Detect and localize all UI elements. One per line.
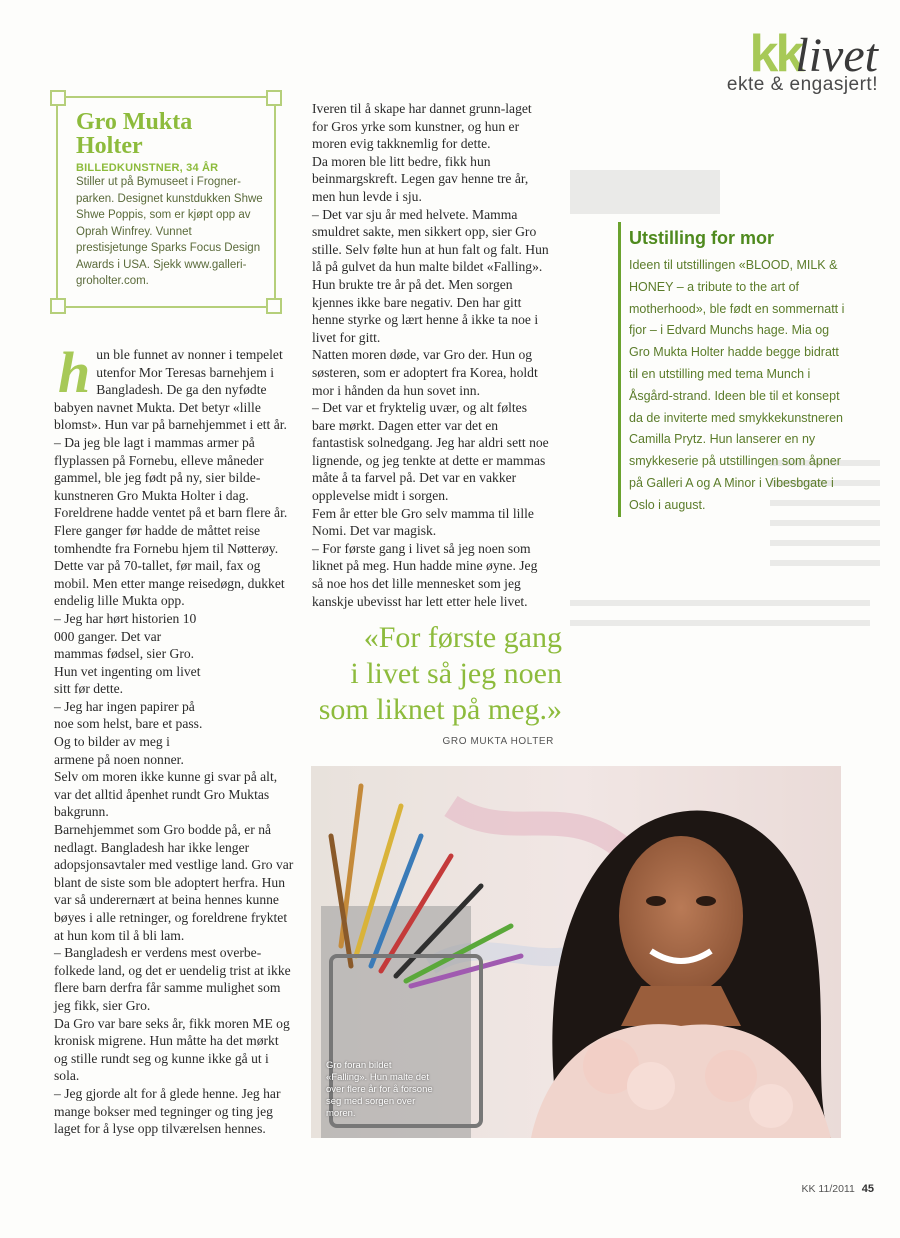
logo-livet: livet	[795, 29, 878, 82]
logo-kk: kk	[749, 25, 802, 83]
magazine-section-logo	[678, 25, 878, 108]
drop-cap: h	[58, 340, 91, 405]
box-corner	[50, 90, 66, 106]
narrow-text-block	[54, 610, 204, 768]
article-paragraph: Da Gro var bare seks år, fikk moren ME og kronisk migrene. Hun måtte ha det mørkt og stille rundt seg og kunne ikke gå ut i sola.	[54, 1015, 290, 1084]
article-paragraph: Barnehjemmet som Gro bodde på, er nå nedlagt. Bangladesh har ikke lenger adopsjonsavtaler med vestlige land. Gro var blant de siste som ble adoptert herfra. Hun var så underernært at beina hennes kunne bøyes i alle retninger, og foreldrene fryktet at hun kom til å bli lam.	[54, 822, 294, 943]
article-column-1	[54, 340, 294, 1138]
article-paragraph: – Bangladesh er verdens mest overbe-folkede land, og det er uendelig trist at ikke flere barn derfra får samme mulighet som jeg fikk, sier Gro.	[54, 945, 291, 1013]
pull-quote-author: GRO MUKTA HOLTER	[442, 736, 554, 747]
box-corner	[266, 298, 282, 314]
article-paragraph: – Jeg har ingen papirer på noe som helst, bare et pass. Og to bilder av meg i armene på noen nonner.	[54, 698, 203, 767]
profile-box	[56, 96, 276, 308]
article-column-2	[312, 100, 550, 610]
sidebar-box	[618, 222, 851, 517]
article-paragraph: – Jeg gjorde alt for å glede henne. Jeg har mange bokser med tegninger og ting jeg laget for å lyse opp tilværelsen hennes.	[54, 1085, 281, 1137]
issue-label: KK 11/2011	[801, 1183, 855, 1195]
page-number: 45	[861, 1183, 874, 1195]
article-paragraph: – Det var sju år med helvete. Mamma smuldret sakte, men sikkert opp, sier Gro stille. Selv følte hun at hun falt og falt. Hun lå på gulvet da hun malte bildet «Falling». Hun brukte tre år på det. Men sorgen kjennes ikke bare negativ. Den har gitt henne styrke og lært henne å ikke ta noe i livet for gitt.	[312, 206, 549, 345]
logo-tagline: ekte & engasjert!	[726, 74, 878, 95]
box-corner	[266, 90, 282, 106]
article-paragraph: Natten moren døde, var Gro der. Hun og søsteren, som er adoptert fra Korea, holdt mor i hånden da hun sovet inn.	[312, 347, 538, 398]
article-paragraph: – For første gang i livet så jeg noen som liknet på meg. Hun hadde mine øyne. Jeg så noe hos det lille mennesket som jeg kanskje ubevisst har lett etter hele livet.	[312, 540, 538, 609]
page-footer	[802, 1183, 875, 1195]
article-paragraph: hun ble funnet av nonner i tempelet utenfor Mor Teresas barnehjem i Bangladesh. De ga den nyfødte babyen navnet Mukta. Det betyr «lille blomst». Hun var på barnehjemmet i ett år.	[54, 340, 287, 433]
article-paragraph: – Det var et fryktelig uvær, og alt føltes bare mørkt. Dagen etter var det en fantastisk solnedgang. Jeg har aldri sett noe lignende, og jeg tenkte at dette er mammas måte å ta farvel på. Det var en vakker opplevelse midt i sorgen.	[312, 400, 549, 504]
article-paragraph: – Jeg har hørt historien 10 000 ganger. Det var mammas fødsel, sier Gro. Hun vet ingenting om livet sitt før dette.	[54, 610, 201, 697]
profile-name-line2: Holter	[76, 133, 143, 159]
article-paragraph: – Da jeg ble lagt i mammas armer på flyplassen på Fornebu, elleve måneder gammel, ble jeg født på ny, sier bilde-kunstneren Gro Mukta Holter i dag.	[54, 434, 264, 503]
box-corner	[50, 298, 66, 314]
article-paragraph: Selv om moren ikke kunne gi svar på alt, var det alltid åpenhet rundt Gro Muktas bakgrunn.	[54, 769, 278, 820]
photo-caption: Gro foran bildet «Falling». Hun malte det over flere år for å forsone seg med sorgen over moren.	[326, 1060, 433, 1119]
sidebar-text: Ideen til utstillingen «BLOOD, MILK & HONEY – a tribute to the art of motherhood», ble født en sommernatt i fjor – i Edvard Munchs hage. Mia og Gro Mukta Holter hadde begge bidratt til en utstilling med tema Munch i Åsgård-strand. Ideen ble til et konsept da de inviterte med smykkekunstneren Camilla Prytz. Hun lanserer en ny smykkeserie på utstillingen som åpner på Galleri A og A Minor i Vibesbgate i Oslo i august.	[629, 258, 845, 512]
profile-name-line1: Gro Mukta	[76, 109, 193, 135]
article-paragraph: Foreldrene hadde ventet på et barn flere år. Flere ganger før hadde de måttet reise tomhendte fra Fornebu hjem til Nøtterøy. Dette var på 70-tallet, før mail, fax og mobil. Men etter mange reisedøgn, dukket endelig lille Mukta opp.	[54, 505, 288, 609]
article-paragraph: Da moren ble litt bedre, fikk hun beinmargskreft. Legen gav henne tre år, men hun levde i sju.	[312, 153, 529, 204]
profile-description: Stiller ut på Bymuseet i Frogner-parken. Designet kunstdukken Shwe Shwe Poppis, som er kjøpt opp av Oprah Winfrey. Vunnet prestisjetunge Sparks Focus Design Awards i USA. Sjekk www.galleri-groholter.com.	[76, 176, 263, 287]
profile-name	[76, 110, 264, 158]
pull-quote-line: «For første gang	[363, 621, 562, 654]
pull-quote-line: i livet så jeg noen	[350, 657, 562, 690]
profile-role: BILLEDKUNSTNER, 34 ÅR	[76, 162, 219, 174]
article-paragraph: Iveren til å skape har dannet grunn-laget for Gros yrke som kunstner, og hun er moren evig takknemlig for dette.	[312, 101, 532, 152]
pull-quote	[222, 620, 562, 728]
sidebar-title: Utstilling for mor	[629, 228, 774, 248]
article-paragraph: Fem år etter ble Gro selv mamma til lille Nomi. Det var magisk.	[312, 505, 534, 539]
pull-quote-line: som liknet på meg.»	[318, 693, 562, 726]
